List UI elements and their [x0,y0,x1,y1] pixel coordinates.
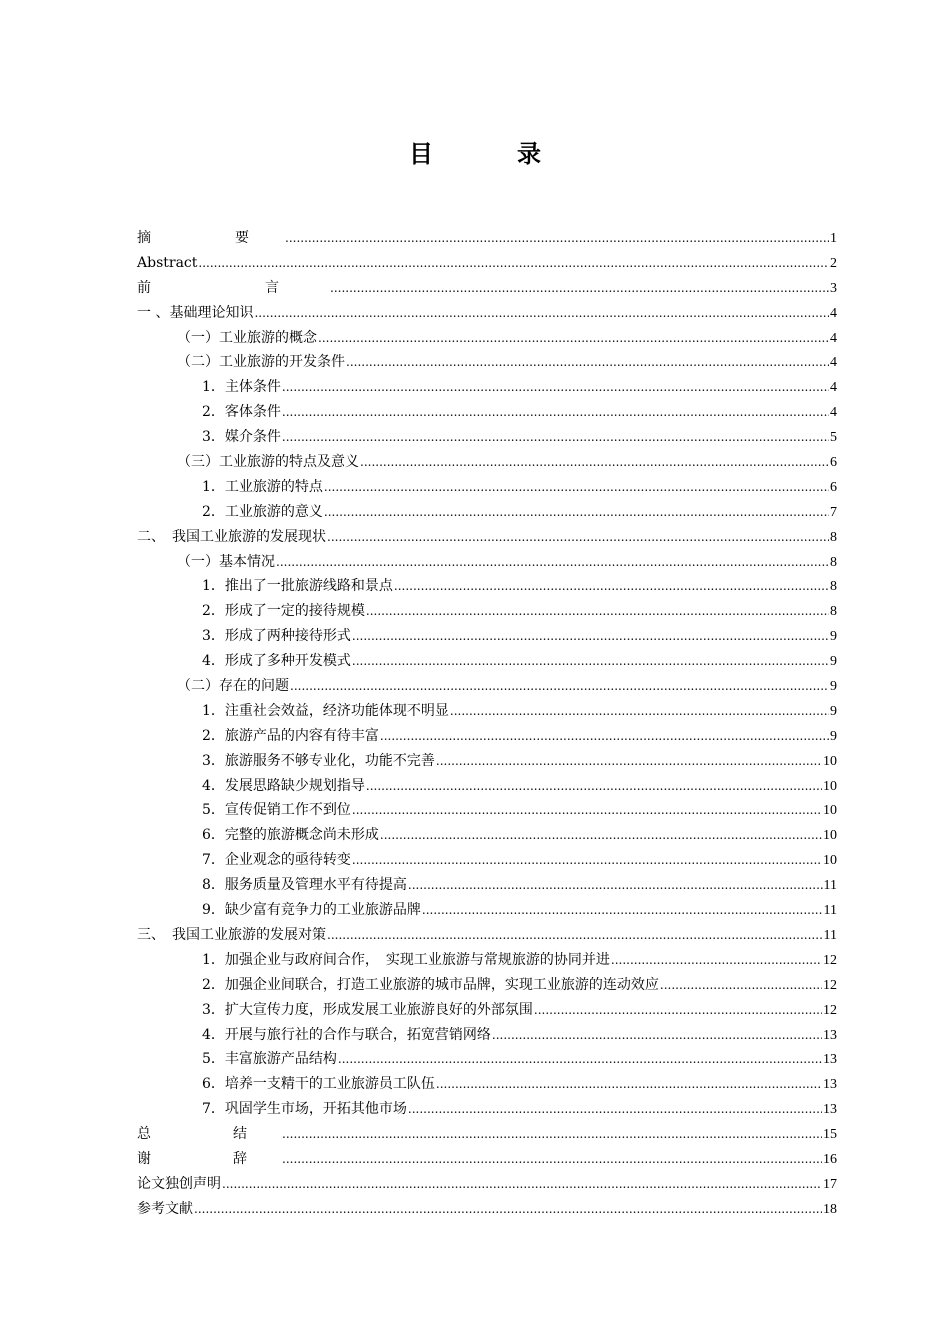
toc-entry-subsection[interactable]: 2．形成了一定的接待规模 ..... 8 [137,599,837,624]
toc-page-number: 17 [823,1176,837,1192]
toc-page-number: 2 [830,255,837,271]
toc-entry-section[interactable]: （三）工业旅游的特点及意义 ..... 6 [137,450,837,475]
toc-entry-subsection[interactable]: 6．完整的旅游概念尚未形成 ..... 10 [137,823,837,848]
toc-page-number: 9 [830,654,837,670]
toc-entry-subsection[interactable]: 2．客体条件 ..... 4 [137,400,837,425]
title-char-1: 目 [409,139,433,168]
toc-page-number: 4 [830,405,837,421]
toc-entry-subsection[interactable]: 5．丰富旅游产品结构 ..... 13 [137,1047,837,1072]
toc-entry-acknowledgements[interactable]: 谢 辞 ..... 16 [137,1147,837,1172]
toc-page-number: 13 [823,1102,837,1118]
toc-entry-subsection[interactable]: 4．发展思路缺少规划指导 ..... 10 [137,774,837,799]
toc-page-number: 11 [823,927,837,943]
toc-entry-chapter-2[interactable]: 二、 我国工业旅游的发展现状 ..... 8 [137,525,837,550]
toc-page-number: 4 [830,330,837,346]
toc-entry-subsection[interactable]: 1．推出了一批旅游线路和景点 ..... 8 [137,574,837,599]
toc-page-number: 1 [830,231,837,246]
toc-entry-subsection[interactable]: 3．形成了两种接待形式 ..... 9 [137,624,837,649]
toc-entry-subsection[interactable]: 9．缺少富有竞争力的工业旅游品牌 ..... 11 [137,898,837,923]
toc-entry-subsection[interactable]: 1．注重社会效益，经济功能体现不明显 ..... 9 [137,699,837,724]
page-title [0,134,950,169]
toc-entry-subsection[interactable]: 1．工业旅游的特点 ..... 6 [137,475,837,500]
toc-page-number: 4 [830,380,837,396]
toc-page-number: 10 [823,753,837,769]
toc-page-number: 8 [830,604,837,620]
toc-entry-subsection[interactable]: 4．形成了多种开发模式 ..... 9 [137,649,837,674]
toc-page-number: 13 [823,1052,837,1068]
toc-entry-subsection[interactable]: 7．巩固学生市场，开拓其他市场 ..... 13 [137,1097,837,1122]
toc-page-number: 10 [823,778,837,794]
toc-entry-abstract-cn[interactable]: 摘 要 ..... 1 [137,226,837,251]
toc-entry-subsection[interactable]: 2．工业旅游的意义 ..... 7 [137,500,837,525]
toc-entry-subsection[interactable]: 1．加强企业与政府间合作， 实现工业旅游与常规旅游的协同并进 ..... 12 [137,948,837,973]
toc-entry-preface[interactable]: 前 言 ..... 3 [137,276,837,301]
toc-entry-section[interactable]: （二）存在的问题 ..... 9 [137,674,837,699]
toc-entry-summary[interactable]: 总 结 ..... 15 [137,1122,837,1147]
toc-page-number: 9 [830,728,837,744]
toc-entry-subsection[interactable]: 3．媒介条件 ..... 5 [137,425,837,450]
toc-entry-subsection[interactable]: 4．开展与旅行社的合作与联合，拓宽营销网络 ..... 13 [137,1023,837,1048]
toc-page-number: 15 [823,1127,837,1143]
toc-page-number: 10 [823,828,837,844]
toc-page-number: 4 [830,355,837,371]
toc-page-number: 13 [823,1077,837,1093]
toc-page-number: 12 [823,1002,837,1018]
toc-page-number: 9 [830,679,837,695]
table-of-contents [137,226,837,1222]
toc-entry-subsection[interactable]: 6．培养一支精干的工业旅游员工队伍 ..... 13 [137,1072,837,1097]
toc-page-number: 6 [830,479,837,495]
toc-page-number: 13 [823,1027,837,1043]
toc-page-number: 8 [830,579,837,595]
toc-page-number: 9 [830,629,837,645]
toc-entry-chapter-1[interactable]: 一 、基础理论知识 ..... 4 [137,301,837,326]
toc-page-number: 12 [823,952,837,968]
toc-page-number: 11 [823,878,837,894]
toc-entry-originality-statement[interactable]: 论文独创声明 ..... 17 [137,1172,837,1197]
toc-entry-subsection[interactable]: 8．服务质量及管理水平有待提高 ..... 11 [137,873,837,898]
toc-page-number: 7 [830,504,837,520]
toc-page-number: 8 [830,529,837,545]
toc-entry-section[interactable]: （一）工业旅游的概念 ..... 4 [137,326,837,351]
toc-entry-abstract-en[interactable]: Abstract ..... 2 [137,251,837,276]
toc-page-number: 8 [830,554,837,570]
toc-entry-chapter-3[interactable]: 三、 我国工业旅游的发展对策 ..... 11 [137,923,837,948]
toc-page-number: 4 [830,305,837,321]
toc-entry-subsection[interactable]: 5．宣传促销工作不到位 ..... 10 [137,798,837,823]
toc-page-number: 9 [830,703,837,719]
toc-entry-subsection[interactable]: 7．企业观念的亟待转变 ..... 10 [137,848,837,873]
toc-page-number: 12 [823,977,837,993]
toc-entry-subsection[interactable]: 3．扩大宣传力度，形成发展工业旅游良好的外部氛围 ..... 12 [137,998,837,1023]
toc-page-number: 16 [823,1151,837,1167]
toc-page-number: 11 [823,903,837,919]
toc-page-number: 10 [823,853,837,869]
toc-entry-subsection[interactable]: 1．主体条件 ..... 4 [137,375,837,400]
toc-entry-subsection[interactable]: 2．加强企业间联合，打造工业旅游的城市品牌，实现工业旅游的连动效应 ..... 12 [137,973,837,998]
toc-entry-subsection[interactable]: 3．旅游服务不够专业化，功能不完善 ..... 10 [137,749,837,774]
toc-page-number: 5 [830,430,837,446]
title-char-2: 录 [517,139,541,168]
toc-entry-section[interactable]: （一）基本情况 ..... 8 [137,550,837,575]
toc-page-number: 10 [823,803,837,819]
toc-page-number: 18 [823,1201,837,1217]
toc-entry-subsection[interactable]: 2．旅游产品的内容有待丰富 ..... 9 [137,724,837,749]
toc-entry-references[interactable]: 参考文献 ..... 18 [137,1197,837,1222]
toc-entry-section[interactable]: （二）工业旅游的开发条件 ..... 4 [137,350,837,375]
toc-page-number: 3 [830,280,837,296]
toc-page-number: 6 [830,455,837,471]
